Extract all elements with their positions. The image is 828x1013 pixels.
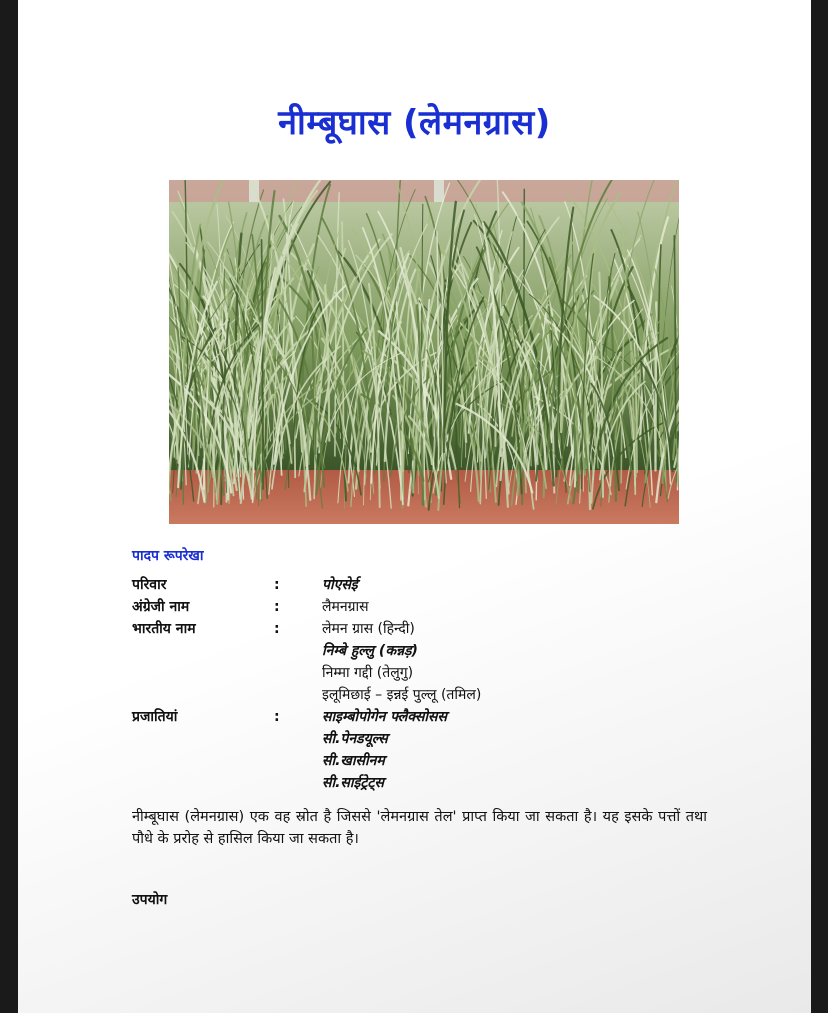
lemongrass-photo [169, 180, 679, 524]
profile-label: परिवार [132, 577, 167, 593]
profile-value: निम्बे हुल्लु (कन्नड़) [322, 643, 418, 659]
profile-label: भारतीय नाम [132, 621, 196, 637]
uses-heading: उपयोग [132, 892, 168, 908]
profile-value: सी.साईट्रेट्स [322, 775, 384, 791]
profile-label: अंग्रेजी नाम [132, 599, 190, 615]
profile-label: प्रजातियां [132, 709, 178, 725]
profile-value: सी.खासीनम [322, 753, 385, 769]
plant-profile-heading: पादप रूपरेखा [132, 548, 204, 564]
profile-value: पोएसेई [322, 577, 358, 593]
description-paragraph: नीम्बूघास (लेमनग्रास) एक वह स्रोत है जिससे 'लेमनग्रास तेल' प्राप्त किया जा सकता है। यह इसके पत्तों तथा पौधे के प्ररोह से हासिल किया जा सकता है। [132, 809, 707, 847]
profile-value: लेमन ग्रास (हिन्दी) [322, 621, 415, 637]
profile-value: साइम्बोपोगेन फ्लैक्सोसस [322, 709, 447, 725]
profile-value: इलूमिछाई – इन्नई पुल्लू (तमिल) [322, 687, 482, 703]
profile-colon: : [274, 709, 280, 725]
profile-value: लैमनग्रास [322, 599, 369, 615]
profile-colon: : [274, 621, 280, 637]
profile-colon: : [274, 577, 280, 593]
page-title: नीम्बूघास (लेमनग्रास) [278, 103, 551, 143]
document-page [18, 0, 811, 1013]
profile-colon: : [274, 599, 280, 615]
lemongrass-field-image [169, 180, 679, 524]
profile-value: सी.पेनडयूल्स [322, 731, 388, 747]
profile-value: निम्मा गद्दी (तेलुगु) [322, 665, 414, 681]
